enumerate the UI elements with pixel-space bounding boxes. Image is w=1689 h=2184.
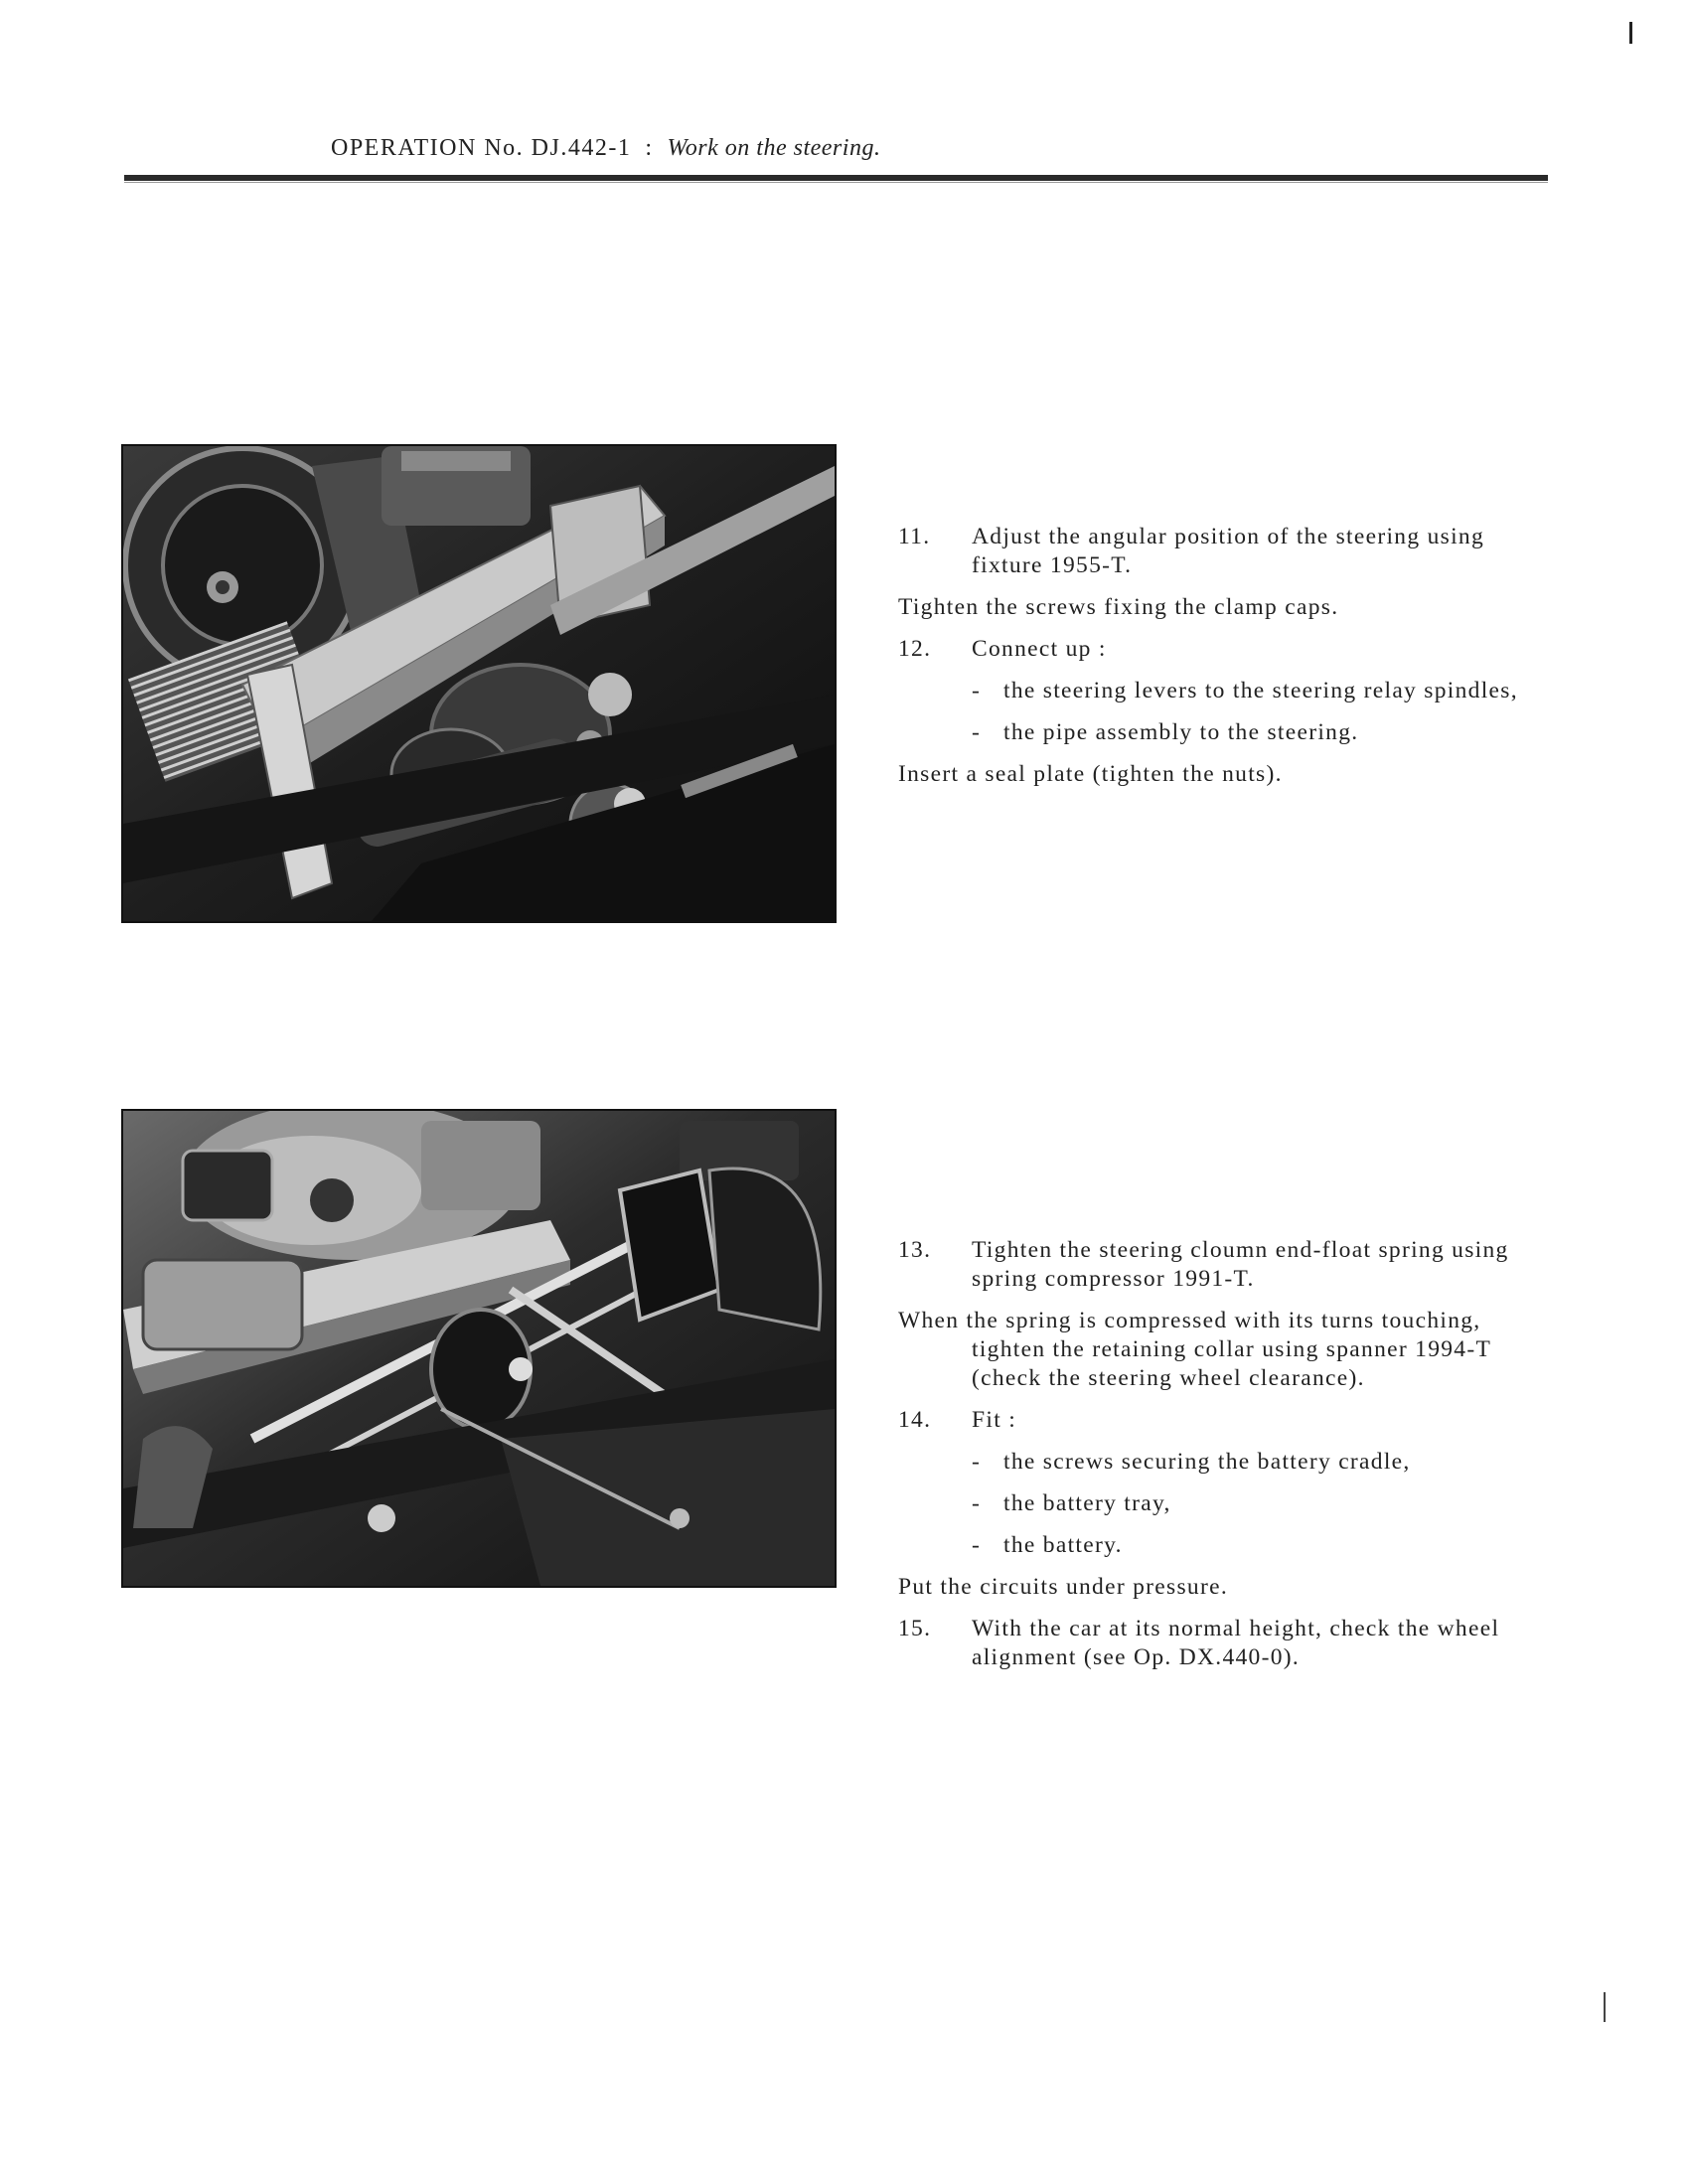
- page-edge-mark: [1629, 22, 1632, 44]
- step-text: Tighten the steering cloumn end-float spring using spring compressor 1991-T.: [972, 1237, 1509, 1292]
- paragraph: Tighten the screws fixing the clamp caps.: [898, 594, 1339, 620]
- list-item: [972, 1531, 1554, 1560]
- list-item: [972, 677, 1554, 705]
- photo-steering-fixture: [121, 444, 837, 923]
- bullet-dash: -: [972, 1490, 982, 1516]
- header-rule: [124, 175, 1548, 181]
- bullet-dash: -: [972, 719, 982, 745]
- list-item-text: the steering levers to the steering relay spindles,: [1003, 678, 1518, 703]
- list-item: [972, 1489, 1554, 1518]
- bullet-dash: -: [972, 678, 982, 703]
- step-number: 11.: [898, 524, 931, 549]
- list-item-text: the screws securing the battery cradle,: [1003, 1449, 1411, 1475]
- page-edge-mark-lower: [1604, 1992, 1606, 2022]
- step-11: [898, 523, 1554, 580]
- list-item-text: the battery tray,: [1003, 1490, 1171, 1516]
- bullet-dash: -: [972, 1532, 982, 1558]
- instructions-block-2: [898, 1236, 1554, 1685]
- bullet-dash: -: [972, 1449, 982, 1475]
- engine-bay-photo-1: [123, 446, 835, 921]
- paragraph: When the spring is compressed with its turns touching, tighten the retaining collar using spanner 1994-T (check the steering wheel clearance).: [898, 1308, 1491, 1391]
- list-item: [972, 1448, 1554, 1477]
- step-text: With the car at its normal height, check the wheel alignment (see Op. DX.440-0).: [972, 1616, 1500, 1670]
- photo-spring-compressor: [121, 1109, 837, 1588]
- step-number: 13.: [898, 1237, 932, 1263]
- engine-bay-photo-2: [123, 1111, 835, 1586]
- step-13: [898, 1236, 1554, 1294]
- paragraph: Put the circuits under pressure.: [898, 1574, 1229, 1600]
- step-12: [898, 635, 1554, 664]
- step-number: 14.: [898, 1407, 932, 1433]
- step-number: 15.: [898, 1616, 932, 1641]
- step-text: Connect up :: [972, 636, 1107, 662]
- operation-number: OPERATION No. DJ.442-1: [331, 135, 632, 161]
- operation-title: Work on the steering.: [667, 135, 881, 161]
- step-text: Adjust the angular position of the steering using fixture 1955-T.: [972, 524, 1485, 578]
- step-14: [898, 1406, 1554, 1435]
- list-item-text: the battery.: [1003, 1532, 1123, 1558]
- paragraph: Insert a seal plate (tighten the nuts).: [898, 761, 1283, 787]
- list-item: [972, 718, 1554, 747]
- list-item-text: the pipe assembly to the steering.: [1003, 719, 1359, 745]
- header-separator: :: [645, 135, 654, 161]
- header-rule-thin: [124, 182, 1548, 183]
- page-header: [331, 135, 880, 162]
- step-text: Fit :: [972, 1407, 1017, 1433]
- instructions-block-1: [898, 523, 1554, 802]
- step-15: [898, 1615, 1554, 1672]
- step-number: 12.: [898, 636, 932, 662]
